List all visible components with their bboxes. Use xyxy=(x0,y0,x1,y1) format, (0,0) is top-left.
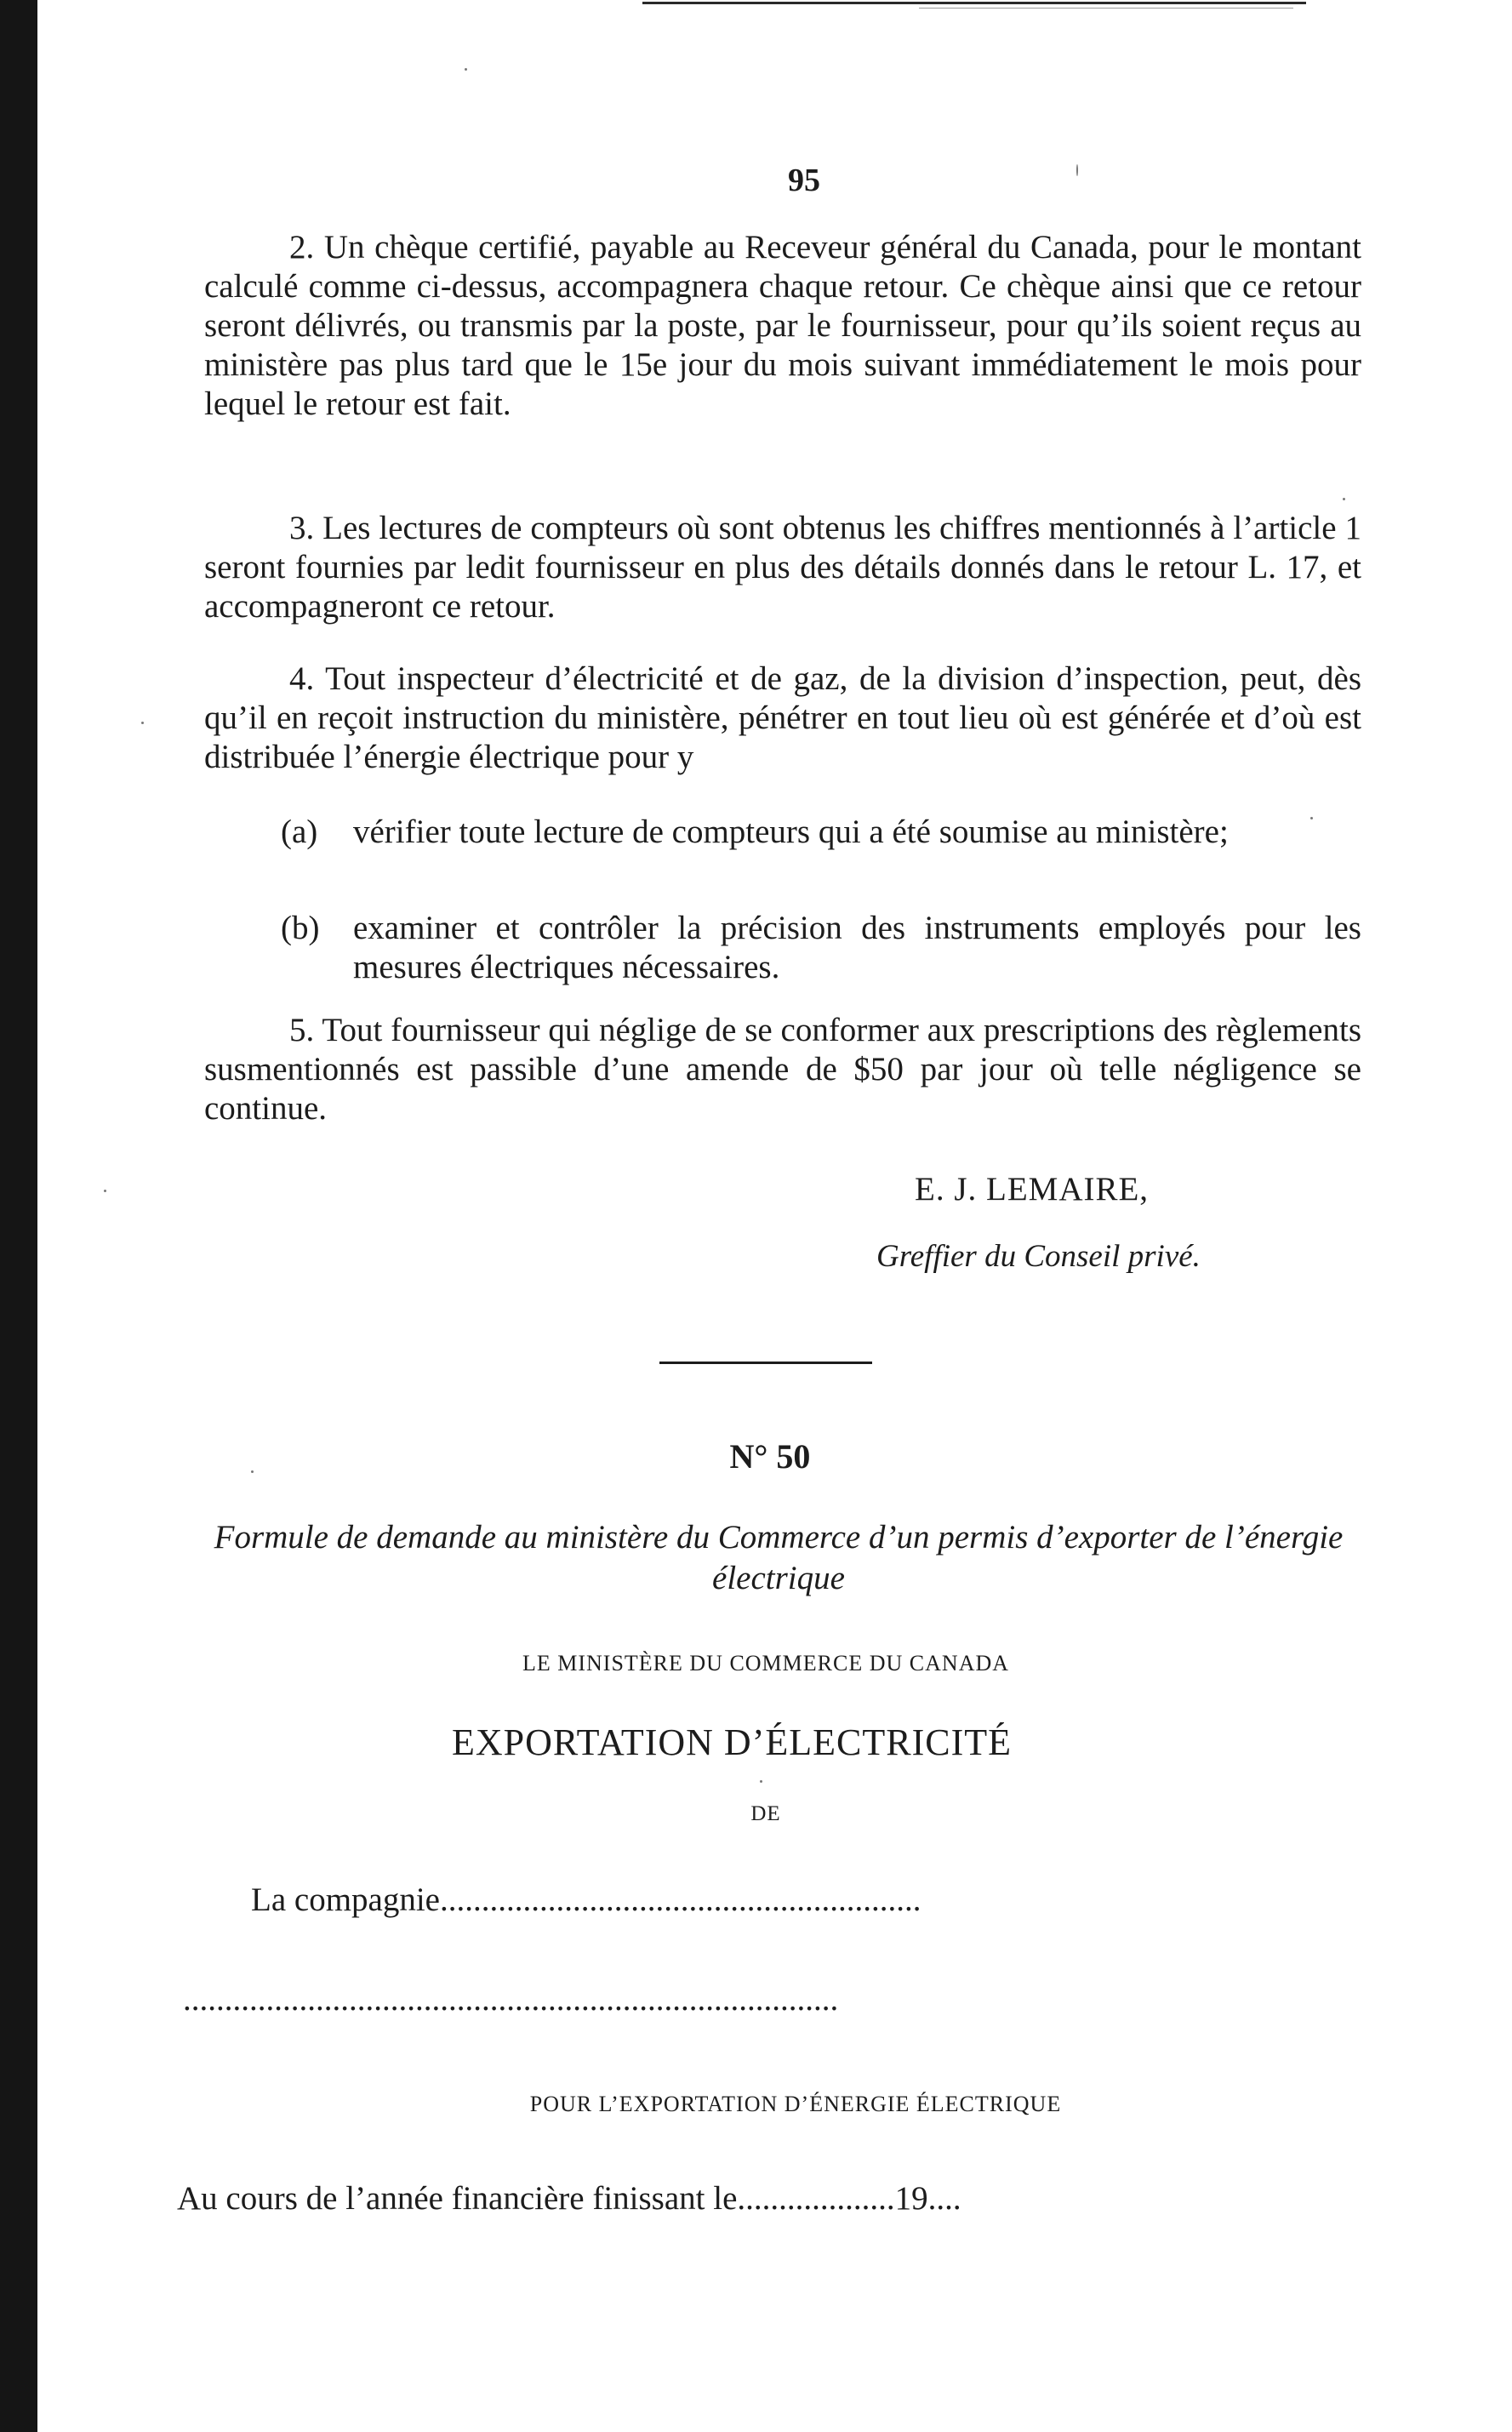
scan-speck xyxy=(1076,164,1078,176)
list-item-a xyxy=(281,813,1361,852)
section-separator xyxy=(659,1362,872,1364)
item-a-text: vérifier toute lecture de compteurs qui a été soumise au ministère; xyxy=(353,814,1229,850)
de-label: DE xyxy=(750,1802,781,1825)
fiscal-year-fill-line: Au cours de l’année financière finissant le...................19.... xyxy=(177,2180,961,2217)
scan-binding-edge xyxy=(0,0,37,2432)
list-item-b xyxy=(281,909,1361,987)
ministry-heading: LE MINISTÈRE DU COMMERCE DU CANADA xyxy=(522,1651,1010,1676)
blank-fill-line: ............................................................................... xyxy=(183,1981,839,2018)
form-number-heading: N° 50 xyxy=(729,1437,811,1476)
paragraph-5: 5. Tout fournisseur qui néglige de se conformer aux prescriptions des règlements susmentionnés est passible d’une amende de $50 par jour où telle négligence se continue. xyxy=(204,1012,1361,1127)
form-title: Formule de demande au ministère du Commerce d’un permis d’exporter de l’énergie électrique xyxy=(214,1519,1344,1596)
page-number: 95 xyxy=(788,163,820,198)
scan-speck xyxy=(465,68,467,71)
signature-name: E. J. LEMAIRE, xyxy=(915,1171,1150,1207)
item-a-marker: (a) xyxy=(281,814,318,850)
export-title: EXPORTATION D’ÉLECTRICITÉ xyxy=(452,1721,1012,1763)
scan-speck xyxy=(251,1470,254,1473)
scan-speck xyxy=(1310,817,1313,819)
scan-speck xyxy=(141,722,144,724)
item-b-text: examiner et contrôler la précision des instruments employés pour les mesures électriques nécessaires. xyxy=(353,910,1361,985)
purpose-heading: POUR L’EXPORTATION D’ÉNERGIE ÉLECTRIQUE xyxy=(529,2092,1062,2116)
company-fill-line: La compagnie.......................................................... xyxy=(251,1881,921,1918)
paragraph-4: 4. Tout inspecteur d’électricité et de gaz, de la division d’inspection, peut, dès qu’il en reçoit instruction du ministère, pénétrer en tout lieu où est générée et d’où est distribuée l’énergie électrique pour y xyxy=(204,660,1361,775)
item-b-marker: (b) xyxy=(281,910,320,946)
scan-speck xyxy=(104,1190,106,1192)
top-rule-thin xyxy=(919,8,1293,9)
paragraph-2: 2. Un chèque certifié, payable au Receveur général du Canada, pour le montant calculé comme ci-dessus, accompagnera chaque retour. Ce chèque ainsi que ce retour seront délivrés, ou transmis par la poste, par le fournisseur, pour qu’ils soient reçus au ministère pas plus tard que le 15e jour du mois suivant immédiatement le mois pour lequel le retour est fait. xyxy=(204,229,1361,422)
scan-speck xyxy=(1343,498,1345,500)
signature-title: Greffier du Conseil privé. xyxy=(876,1239,1201,1274)
top-rule xyxy=(642,2,1306,4)
paragraph-3: 3. Les lectures de compteurs où sont obtenus les chiffres mentionnés à l’article 1 seront fournies par ledit fournisseur en plus des détails donnés dans le retour L. 17, et accompagneront ce retour. xyxy=(204,510,1361,625)
scan-speck xyxy=(760,1780,762,1783)
